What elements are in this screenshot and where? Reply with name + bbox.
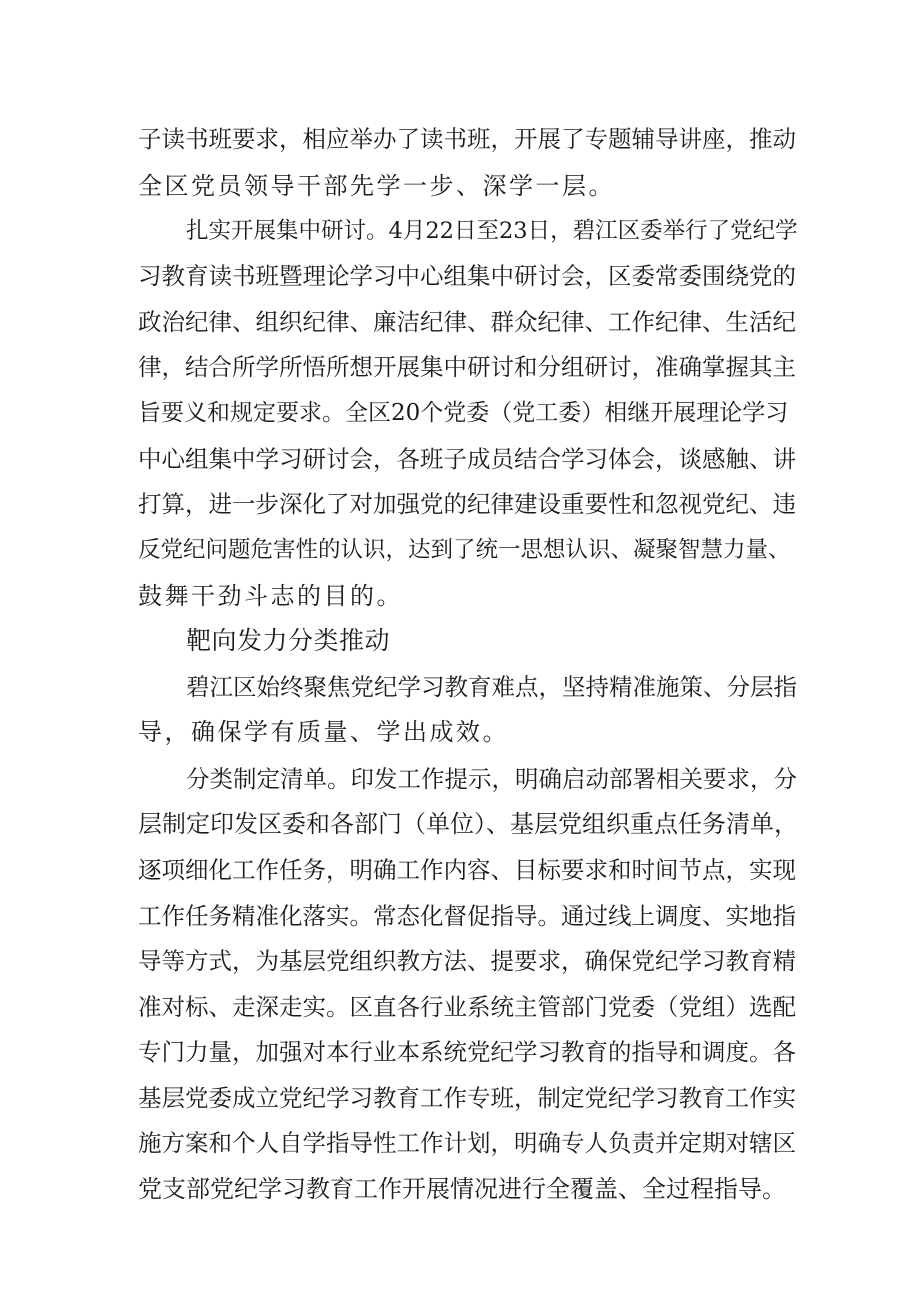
body-text-line: 层制定印发区委和各部门（单位）、基层党组织重点任务清单， bbox=[138, 810, 798, 838]
paragraph-start-line: 扎实开展集中研讨。4月22日至23日，碧江区委举行了党纪学 bbox=[186, 218, 798, 244]
body-text-line: 专门力量，加强对本行业本系统党纪学习教育的指导和调度。各 bbox=[138, 1038, 796, 1066]
body-text-line: 中心组集中学习研讨会，各班子成员结合学习体会，谈感触、讲 bbox=[138, 445, 796, 473]
body-text-line: 施方案和个人自学指导性工作计划，明确专人负责并定期对辖区 bbox=[138, 1129, 796, 1157]
body-text-line: 习教育读书班暨理论学习中心组集中研讨会，区委常委围绕党的 bbox=[138, 262, 796, 290]
body-text-line: 反党纪问题危害性的认识，达到了统一思想认识、凝聚智慧力量、 bbox=[138, 537, 791, 563]
body-text-line: 工作任务精准化落实。常态化督促指导。通过线上调度、实地指 bbox=[138, 902, 796, 930]
body-text-line: 旨要义和规定要求。全区20个党委（党工委）相继开展理论学习 bbox=[138, 400, 789, 426]
paragraph-start-line: 碧江区始终聚焦党纪学习教育难点，坚持精准施策、分层指 bbox=[186, 673, 797, 701]
body-text-line: 政治纪律、组织纪律、廉洁纪律、群众纪律、工作纪律、生活纪 bbox=[138, 308, 796, 336]
paragraph-start-line: 分类制定清单。印发工作提示，明确启动部署相关要求，分 bbox=[186, 765, 797, 793]
section-heading: 靶向发力分类推动 bbox=[186, 626, 391, 655]
body-text-line: 全区党员领导干部先学一步、深学一层。 bbox=[138, 172, 615, 200]
body-text-line: 子读书班要求，相应举办了读书班，开展了专题辅导讲座，推动 bbox=[138, 125, 796, 153]
body-text-line: 鼓舞干劲斗志的目的。 bbox=[138, 582, 403, 610]
body-text-line: 导等方式，为基层党组织教方法、提要求，确保党纪学习教育精 bbox=[138, 947, 796, 975]
body-text-line: 打算，进一步深化了对加强党的纪律建设重要性和忽视党纪、违 bbox=[138, 490, 796, 518]
body-text-line: 律，结合所学所悟所想开展集中研讨和分组研讨，准确掌握其主 bbox=[138, 353, 796, 381]
body-text-line: 逐项细化工作任务，明确工作内容、目标要求和时间节点，实现 bbox=[138, 856, 796, 884]
body-text-line: 党支部党纪学习教育工作开展情况进行全覆盖、全过程指导。 bbox=[138, 1175, 786, 1203]
body-text-line: 导，确保学有质量、学出成效。 bbox=[138, 718, 509, 746]
body-text-line: 基层党委成立党纪学习教育工作专班，制定党纪学习教育工作实 bbox=[138, 1084, 796, 1112]
body-text-line: 准对标、走深走实。区直各行业系统主管部门党委（党组）选配 bbox=[138, 993, 796, 1021]
